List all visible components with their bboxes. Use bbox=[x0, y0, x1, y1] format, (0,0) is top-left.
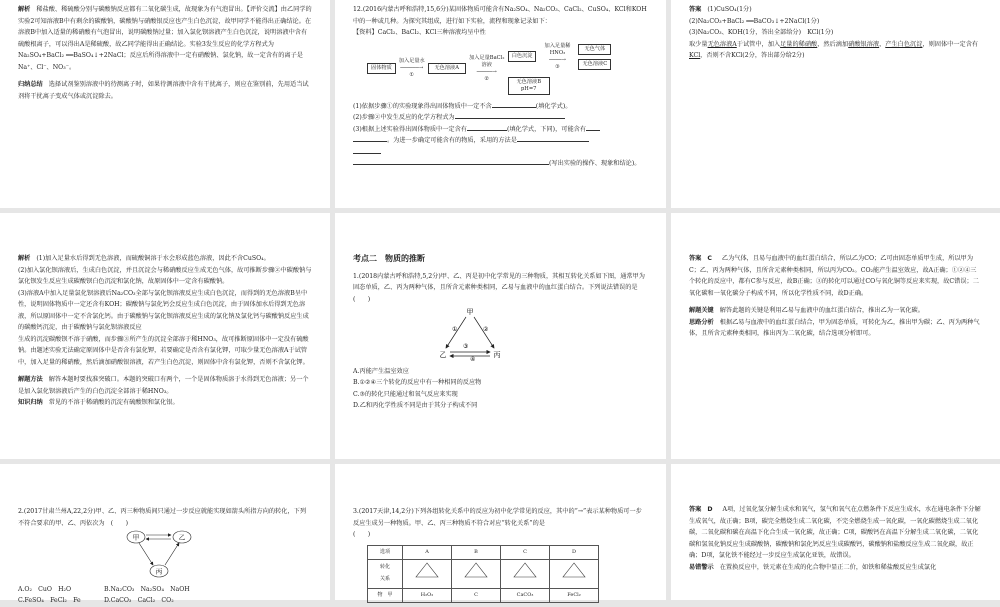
flow-start-box: 固体物质 bbox=[367, 63, 396, 74]
answer-paren: ( ) bbox=[353, 531, 371, 538]
explanation-paragraph: 解析 稀盐酸、稀硫酸分别与碳酸钠反应都有二氧化碳生成，故现象为有气泡冒出。【评价交流】由乙同学的实验2可知溶液B中有剩余的碳酸钠，碳酸钠与硝酸银反应也产生白色沉淀，故甲同学不能得出正确结论。在溶液B中加入适量的稀硝酸有气泡冒出，说明碳酸钠过量；加入氯化钡溶液产生白色沉淀，说明溶液中含有硫酸根离子，可以得出A是稀硫酸，故乙同学能得出正确结论。实验3发生反应的化学方程式为Na₂SO₄+BaCl₂ ══BaSO₄↓+2NaCl；反应后所得溶液中一定有硝酸钠、氯化钠，故一定含有的离子是Na⁺、Cl⁻、NO₃⁻。 bbox=[18, 6, 312, 71]
flow-solution-b: 无色溶液B pH=7 bbox=[508, 77, 550, 95]
table-header-row: 选项 A B C D bbox=[368, 545, 599, 560]
option-c: C.FeSO₄ FeCl₂ Fe bbox=[18, 597, 81, 604]
answer-choice: D bbox=[707, 506, 713, 513]
answer-paragraph: 答案 D A项，过氧化氢分解生成水和氧气，氢气和氧气在点燃条件下反应生成水，水在通电条件下分解生成氧气，故正确；B项，碳完全燃烧生成二氧化碳，不完全燃烧生成一氧化碳，一氧化碳燃烧生成二氧化碳，二氧化碳和碳在高温下化合生成一氧化碳，故正确；C项，碳酸钙在高温下分解生成二氧化碳，二氧化碳和氢氧化钠反应生成碳酸钠，碳酸钠和氯化钙反应生成碳酸钙，碳酸钠和盐酸反应生成二氧化碳，故正确；D项，氯化铁不能经过一步反应生成氯化亚铁，故错误。 bbox=[689, 506, 981, 559]
experiment-flowchart bbox=[367, 43, 648, 95]
question-1-stem: 1.(2018内蒙古呼和浩特,5,2分)甲、乙、丙是初中化学常见的三种物质，其相互转化关系如下图，通常甲为固态单质，乙、丙为两种气体，且所含元素种类相同，乙易与血液中的血红蛋白结合。下列说法错误的是( ) bbox=[353, 272, 645, 303]
svg-text:④: ④ bbox=[470, 356, 476, 363]
method-paragraph: 解题方法 解答本题时要找准突破口。本题的突破口有两个，一个是固体物质溶于水得到无色溶液；另一个是加入氯化钡溶液后产生的白色沉淀全部溶于稀HNO₃。 bbox=[18, 376, 309, 395]
table-substance-row: 物 甲 H₂O₂ C CaCO₃ FeCl₂ bbox=[368, 588, 599, 603]
svg-text:①: ① bbox=[452, 326, 458, 333]
doc-page-8 bbox=[335, 464, 666, 600]
flow-arrow-1: 加入足量水 ──────→ ① bbox=[398, 58, 425, 78]
info-line: 【资料】CaCl₂、BaCl₂、KCl三种溶液均呈中性 bbox=[353, 29, 486, 36]
relation-triangle-icon bbox=[461, 561, 491, 581]
sub-question-2: (2)步骤②中发生反应的化学方程式为 bbox=[353, 112, 648, 124]
explanation-label: 解析 bbox=[18, 6, 31, 13]
answer-choice: C bbox=[707, 255, 712, 262]
conversion-table bbox=[367, 545, 599, 604]
flow-arrow-3: 加入足量稀HNO₃ ────→ ③ bbox=[544, 42, 571, 70]
doc-page-5 bbox=[335, 213, 666, 459]
option-a: A.丙能产生温室效应 bbox=[353, 367, 409, 375]
key-point-paragraph: 解题关键 解答此题的关键是利用乙易与血液中的血红蛋白结合，推出乙为一氧化碳。 bbox=[689, 307, 924, 314]
question-2-stem: 2.(2017甘肃兰州A,22,2分)甲、乙、丙三种物质间只通过一步反应就能实现如箭头所指方向的转化，下列不符合要求的甲、乙、丙依次为 ( ) bbox=[18, 508, 307, 527]
option-b: B.①②④三个转化的反应中有一种相同的反应物 bbox=[353, 379, 482, 386]
flow-solution-c: 无色溶液C bbox=[578, 59, 611, 70]
doc-page-6 bbox=[671, 213, 1000, 459]
answer-line-4: 取少量无色溶液A于试管中，加入足量的稀硝酸，然后滴加硝酸银溶液，产生白色沉淀，则固体中一定含有KCl，否则不含KCl(2分，答出部分给2分) bbox=[689, 40, 979, 59]
flow-solution-a: 无色溶液A bbox=[428, 63, 466, 74]
table-relation-row: 转化 关系 bbox=[368, 560, 599, 589]
node-bing: 丙 bbox=[155, 567, 163, 576]
options-row-1 bbox=[18, 584, 312, 596]
doc-page-2 bbox=[335, 0, 666, 208]
sub-question-3: (3)根据上述实验得出固体物质中一定含有 (填化学式，下同)，可能含有 bbox=[353, 124, 648, 136]
node-bing: 丙 bbox=[493, 351, 501, 359]
explanation-2: (2)加入氯化钡溶液后，生成白色沉淀，并且沉淀会与稀硝酸反应生成无色气体，故可推断步骤②中碳酸钠与氯化钡发生反应生成碳酸钡白色沉淀和氯化钠，故原固体中一定含有碳酸钠。 bbox=[18, 266, 312, 285]
analysis-paragraph: 思路分析 根据乙易与血液中的血红蛋白结合，甲为固态单质，可转化为乙，推出甲为碳；乙、丙为两种气体，且所含元素种类相同，推出丙为二氧化碳，结合选项分析即可。 bbox=[689, 318, 980, 337]
answer-label: 答案 bbox=[689, 6, 702, 13]
option-b: B.Na₂CO₃ Na₂SO₄ NaOH bbox=[104, 585, 190, 593]
relation-triangle-icon bbox=[559, 561, 589, 581]
relation-triangle-icon bbox=[510, 561, 540, 581]
answer-line-3: (3)Na₂CO₃、KOH(1分，答出全部给分) KCl(1分) bbox=[689, 29, 834, 36]
summary-label: 归纳总结 bbox=[18, 81, 43, 88]
answer-paragraph: 答案 C 乙为气体，且易与血液中的血红蛋白结合，所以乙为CO；乙可由固态单质甲生成，所以甲为C；乙、丙为两种气体，且所含元素种类相同，所以丙为CO₂。CO₂能产生温室效应，故A正确；①②④三个转化的反应中，都有C参与反应，故B正确；③的转化可以通过CO与氧化铜等反应来实现，故C错误；二氧化碳和一氧化碳分子构成不同，所以化学性质不同，故D正确。 bbox=[689, 255, 979, 297]
svg-text:②: ② bbox=[483, 326, 489, 333]
option-a: A.O₂ CuO H₂O bbox=[18, 585, 72, 593]
section-title: 考点二 物质的推断 bbox=[353, 254, 425, 263]
method-label: 解题方法 bbox=[18, 376, 43, 383]
answer-line-1: 答案 (1)CuSO₄(1分) bbox=[689, 6, 752, 13]
explanation-label: 解析 bbox=[18, 255, 31, 262]
warning-label: 易错警示 bbox=[689, 563, 714, 571]
conversion-triangle-diagram bbox=[353, 305, 653, 361]
doc-page-7 bbox=[0, 464, 330, 604]
relation-triangle-icon bbox=[412, 561, 442, 581]
doc-page-4 bbox=[0, 213, 330, 459]
summary-paragraph: 归纳总结 选择试剂鉴别溶液中的待测离子时，如果待测溶液中含有干扰离子，则应在鉴别前，先用适当试剂将干扰离子变成气体或沉淀除去。 bbox=[18, 81, 309, 100]
option-d: D.CaCO₃ CaCl₂ CO₂ bbox=[104, 597, 174, 604]
explanation-4: 生成的沉淀碳酸钡不溶于硝酸，而步骤③所产生的沉淀全部溶于稀HNO₃，故可推断原固体中一定没有硫酸钠。由题述实验无法确定原固体中是否含有氯化钾，若要确定是否含有氯化钾，可取少量无色溶液A于试管中，加入足量的稀硝酸，然后滴加硝酸银溶液，若产生白色沉淀，则固体中含有氯化钾，否则不含氯化钾。 bbox=[18, 335, 309, 366]
question-12-stem: 12.(2016内蒙古呼和浩特,15,6分)某固体物质可能含有Na₂SO₄、Na₂CO₃、CaCl₂、CuSO₄、KCl和KOH中的一种或几种。为探究其组成，进行如下实验，流程和现象记录如下： bbox=[353, 6, 647, 25]
flow-arrow-2: 加入足量BaCl₂溶液 ─────→ ② bbox=[469, 54, 505, 82]
doc-page-9 bbox=[671, 464, 1000, 600]
answer-label: 答案 bbox=[689, 255, 702, 262]
flow-colorless-gas: 无色气体 bbox=[578, 44, 611, 55]
doc-page-3 bbox=[671, 0, 1000, 208]
option-c: C.③的转化只能通过和氧气反应来实现 bbox=[353, 390, 458, 398]
explanation-1: 解析 (1)加入足量水后得到无色溶液，而硫酸铜溶于水会形成蓝色溶液，因此不含CuSO₄。 bbox=[18, 255, 270, 262]
node-jia: 甲 bbox=[132, 533, 140, 542]
knowledge-paragraph: 知识归纳 常见的不溶于稀硝酸的沉淀有硫酸钡和氯化银。 bbox=[18, 399, 179, 406]
option-d: D.乙和丙化学性质不同是由于其分子构成不同 bbox=[353, 402, 478, 409]
key-point-label: 解题关键 bbox=[689, 307, 714, 314]
svg-text:③: ③ bbox=[463, 343, 469, 350]
answer-line-2: (2)Na₂CO₃+BaCl₂ ══BaCO₃↓+2NaCl(1分) bbox=[689, 17, 820, 25]
node-yi: 乙 bbox=[178, 533, 186, 542]
node-yi: 乙 bbox=[439, 351, 447, 359]
flow-white-precipitate: 白色沉淀 bbox=[508, 51, 537, 62]
node-jia: 甲 bbox=[466, 308, 474, 316]
warning-paragraph: 易错警示 在置换反应中，铁元素在生成的化合物中显正二价，如铁和稀盐酸反应生成氯化 bbox=[689, 563, 937, 571]
sub-question-1: (1)依据步骤①的实验现象得出固体物质中一定不含 (填化学式)。 bbox=[353, 102, 572, 110]
flow-branch bbox=[508, 43, 612, 95]
analysis-label: 思路分析 bbox=[689, 318, 714, 326]
question-3-stem: 3.(2017天津,14,2分)下列各组转化关系中的反应为初中化学常见的反应，其中的“→”表示某种物质可一步反应生成另一种物质。甲、乙、丙三种物质不符合对应“转化关系”的是 bbox=[353, 508, 642, 527]
conversion-diagram-2 bbox=[18, 529, 318, 579]
answer-label: 答案 bbox=[689, 506, 702, 513]
doc-page-1 bbox=[0, 0, 330, 208]
sub-question-3-cont: 。为进一步确定可能含有的物质，采用的方法是 bbox=[353, 135, 648, 147]
explanation-3: (3)溶液A中加入足量氯化钡溶液后Na₂CO₃全部与氯化钡溶液反应生成白色沉淀，而得到的无色溶液B呈中性，说明固体物质中一定还含有KOH；碳酸钠与氯化钙会反应生成白色沉淀，由于固体加水后得到无色溶液，所以原固体中一定不含氯化钙。由于碳酸钠与氯化钡溶液反应生成的氯化钠及氯化钙与碳酸钠反应生成的碳酸钙沉淀，由于碳酸钠与氯化钡溶液反应 bbox=[18, 289, 309, 331]
knowledge-label: 知识归纳 bbox=[18, 399, 43, 406]
sub-question-3-end: (写出实验的操作、现象和结论)。 bbox=[353, 158, 648, 170]
options-row-2 bbox=[18, 595, 312, 607]
